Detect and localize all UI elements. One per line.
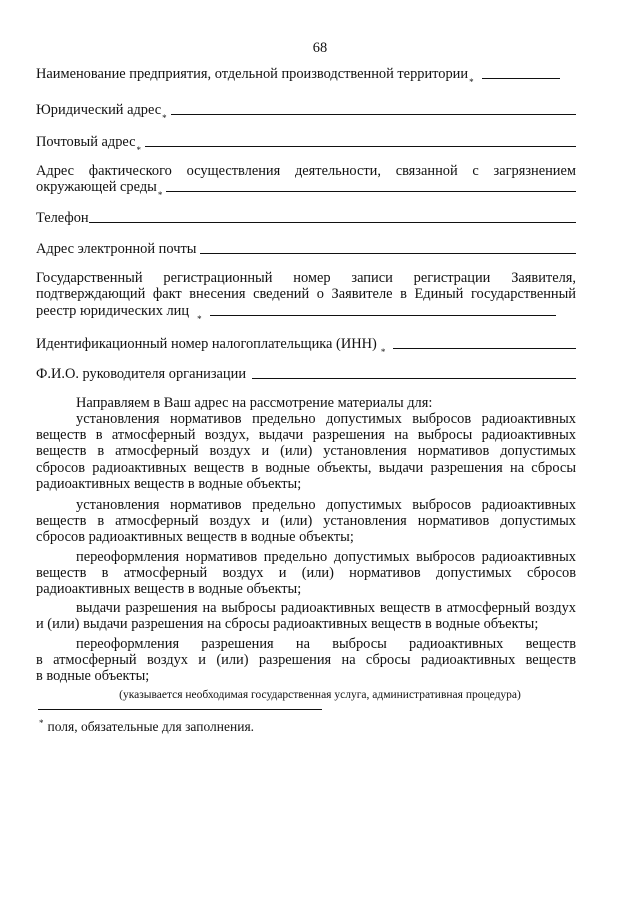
body-item-5-line: в водные объекты; <box>36 668 150 685</box>
field-email <box>36 241 576 257</box>
body-intro <box>76 395 576 411</box>
field-actual-address <box>36 163 576 179</box>
body-item-4-line: выдачи разрешения на выбросы радиоактивных веществ в атмосферный воздух <box>76 600 576 616</box>
body-item-3 <box>36 549 576 598</box>
footnote-text: поля, обязательные для заполнения. <box>47 719 255 734</box>
field-inn-label: Идентификационный номер налогоплательщика (ИНН) <box>36 336 377 352</box>
body-item-3-line: веществ в атмосферный воздух и (или) нормативов допустимых сбросов <box>36 565 576 582</box>
field-legal-address-label: Юридический адрес <box>36 102 162 118</box>
field-enterprise-blank[interactable] <box>482 78 560 79</box>
body-item-1 <box>36 411 576 492</box>
field-actual-address-blank[interactable] <box>166 191 576 192</box>
field-phone <box>36 210 576 226</box>
field-inn: Идентификационный номер налогоплательщика (ИНН) * <box>36 336 576 352</box>
field-actual-address-label: Адрес фактического осуществления деятельности, связанной с загрязнением <box>36 163 576 179</box>
page-number: 68 <box>312 40 328 56</box>
body-item-2 <box>36 497 576 546</box>
field-postal-address: Почтовый адрес * <box>36 134 576 150</box>
field-enterprise: Наименование предприятия, отдельной производственной территории * <box>36 66 576 82</box>
body-item-2-line: веществ в атмосферный воздух и (или) установления нормативов допустимых <box>36 513 576 530</box>
field-email-blank[interactable] <box>200 253 576 254</box>
field-phone-label: Телефон <box>36 210 89 226</box>
body-item-3-line: радиоактивных веществ в водные объекты; <box>36 581 302 598</box>
body-item-1-line: веществ в атмосферный воздух, выдачи разрешения на выбросы радиоактивных <box>36 427 576 444</box>
body-item-5-line: переоформления разрешения на выбросы радиоактивных веществ <box>76 636 576 652</box>
field-registration-label-2: подтверждающий факт внесения сведений о Заявителе в Единый государственный <box>36 286 576 303</box>
footnote <box>38 719 254 735</box>
field-inn-blank[interactable] <box>393 348 576 349</box>
body-item-5 <box>36 636 576 685</box>
footnote-divider <box>38 709 322 710</box>
field-legal-address: Юридический адрес * <box>36 102 576 118</box>
field-registration-row: реестр юридических лиц * <box>36 303 556 319</box>
field-director-blank[interactable] <box>252 378 576 379</box>
field-director <box>36 366 576 382</box>
field-registration-blank[interactable] <box>210 315 556 316</box>
field-postal-address-label: Почтовый адрес <box>36 134 136 150</box>
body-item-4 <box>36 600 576 632</box>
service-note: (указывается необходимая государственная услуга, административная процедура) <box>119 689 521 701</box>
body-item-2-line: установления нормативов предельно допустимых выбросов радиоактивных <box>76 497 576 513</box>
field-registration <box>36 270 576 302</box>
field-actual-address-label-2: окружающей среды <box>36 179 157 195</box>
field-registration-label-1: Государственный регистрационный номер записи регистрации Заявителя, <box>36 270 576 286</box>
field-legal-address-blank[interactable] <box>171 114 576 115</box>
field-actual-address-row: окружающей среды * <box>36 179 576 195</box>
footnote-mark: * <box>39 717 44 728</box>
body-item-3-line: переоформления нормативов предельно допустимых выбросов радиоактивных <box>76 549 576 565</box>
field-registration-label-3: реестр юридических лиц <box>36 303 190 319</box>
body-intro-text: Направляем в Ваш адрес на рассмотрение материалы для: <box>76 395 433 411</box>
body-item-2-line: сбросов радиоактивных веществ в водные объекты; <box>36 529 354 546</box>
body-item-1-line: веществ в атмосферный воздух и (или) установления нормативов допустимых <box>36 443 576 460</box>
body-item-1-line: сбросов радиоактивных веществ в водные объекты, выдачи разрешения на сбросы <box>36 459 576 476</box>
body-item-1-line: установления нормативов предельно допустимых выбросов радиоактивных <box>76 411 576 427</box>
field-postal-address-blank[interactable] <box>145 146 576 147</box>
field-director-label: Ф.И.О. руководителя организации <box>36 366 247 382</box>
body-item-5-line: в атмосферный воздух и (или) разрешения на сбросы радиоактивных веществ <box>36 652 576 669</box>
body-item-1-line: радиоактивных веществ в водные объекты; <box>36 475 302 492</box>
field-email-label: Адрес электронной почты <box>36 241 197 257</box>
body-item-4-line: и (или) выдачи разрешения на сбросы радиоактивных веществ в водные объекты; <box>36 616 539 633</box>
field-phone-blank[interactable] <box>89 222 576 223</box>
field-enterprise-label: Наименование предприятия, отдельной производственной территории <box>36 66 469 82</box>
